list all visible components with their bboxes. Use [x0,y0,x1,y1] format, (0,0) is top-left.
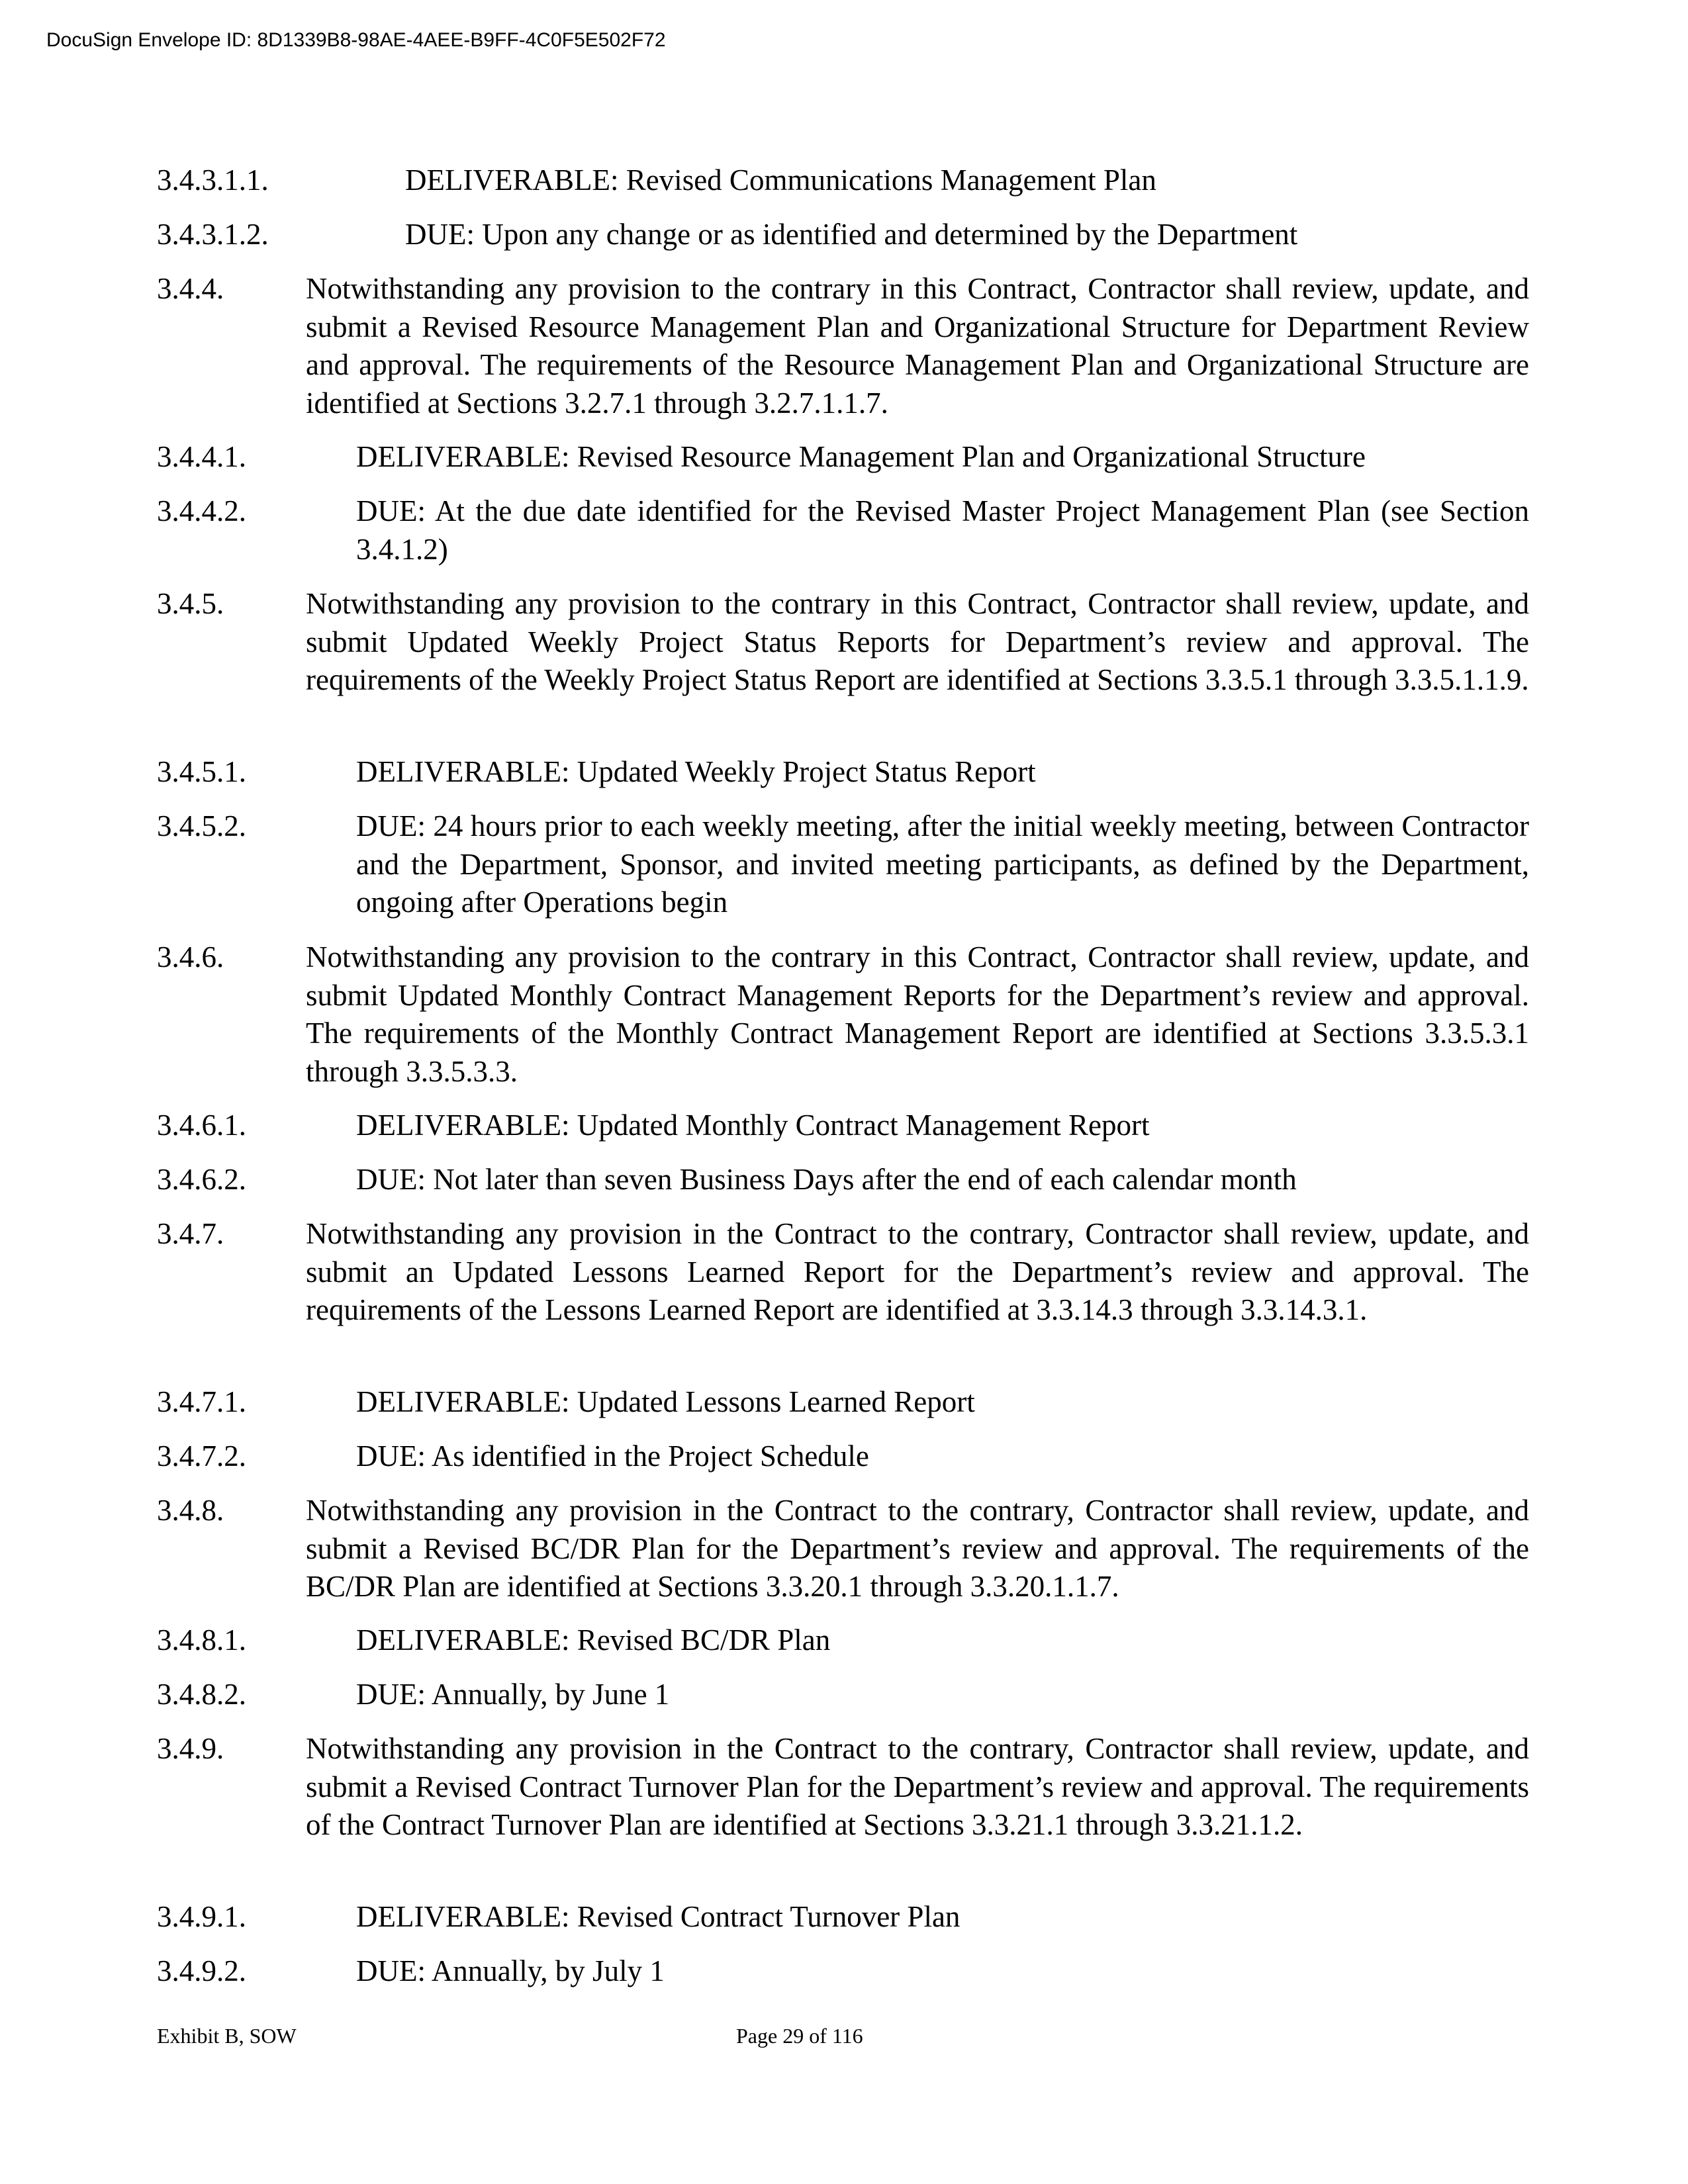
item-number: 3.4.7.2. [157,1439,246,1473]
footer-page-number: Page 29 of 116 [736,2024,863,2048]
item-number: 3.4.4.1. [157,440,246,473]
item-number: 3.4.9.1. [157,1900,246,1933]
footer-exhibit-label: Exhibit B, SOW [157,2024,297,2048]
item-text: Notwithstanding any provision to the contrary in this Contract, Contractor shall review, update, and submit a Revised Resource Management Plan and Organizational Structure for Department Review and approval. The requirements of the Resource Management Plan and Organizational Structure are identified at Sections 3.2.7.1 through 3.2.7.1.1.7. [306,272,1529,420]
item-text: DUE: Not later than seven Business Days after the end of each calendar month [356,1163,1297,1196]
item-text: DELIVERABLE: Revised Communications Management Plan [405,163,1156,197]
item-text: Notwithstanding any provision to the contrary in this Contract, Contractor shall review, update, and submit Updated Weekly Project Status Reports for Department’s review and approval. The requirements of the Weekly Project Status Report are identified at Sections 3.3.5.1 through 3.3.5.1.1.9. [306,587,1529,696]
item-number: 3.4.4. [157,272,224,305]
item-number: 3.4.9.2. [157,1954,246,1987]
item-text: DELIVERABLE: Revised Resource Management Plan and Organizational Structure [356,440,1366,473]
item-text: DELIVERABLE: Revised Contract Turnover Plan [356,1900,961,1933]
item-text: DELIVERABLE: Updated Lessons Learned Report [356,1385,975,1418]
item-text: DELIVERABLE: Updated Monthly Contract Management Report [356,1109,1150,1142]
docusign-envelope-id: DocuSign Envelope ID: 8D1339B8-98AE-4AEE-B9FF-4C0F5E502F72 [46,29,666,51]
item-number: 3.4.3.1.1. [157,163,269,197]
item-text: DELIVERABLE: Updated Weekly Project Status Report [356,755,1036,788]
item-text: DUE: Annually, by June 1 [356,1678,670,1711]
item-number: 3.4.6. [157,940,224,974]
item-number: 3.4.7. [157,1217,224,1250]
item-number: 3.4.6.1. [157,1109,246,1142]
item-text: Notwithstanding any provision to the contrary in this Contract, Contractor shall review, update, and submit Updated Monthly Contract Management Reports for the Department’s review and approval. The requirements of the Monthly Contract Management Report are identified at Sections 3.3.5.3.1 through 3.3.5.3.3. [306,940,1529,1088]
item-number: 3.4.8.2. [157,1678,246,1711]
item-text: DUE: Annually, by July 1 [356,1954,665,1987]
item-number: 3.4.5. [157,587,224,620]
item-number: 3.4.9. [157,1732,224,1765]
item-text: DUE: Upon any change or as identified and determined by the Department [405,218,1298,251]
item-number: 3.4.6.2. [157,1163,246,1196]
item-number: 3.4.7.1. [157,1385,246,1418]
item-text: DUE: As identified in the Project Schedule [356,1439,869,1473]
item-number: 3.4.3.1.2. [157,218,269,251]
item-text: Notwithstanding any provision in the Contract to the contrary, Contractor shall review, update, and submit an Updated Lessons Learned Report for the Department’s review and approval. The requirements of the Lessons Learned Report are identified at 3.3.14.3 through 3.3.14.3.1. [306,1217,1529,1326]
item-number: 3.4.8.1. [157,1623,246,1657]
item-number: 3.4.4.2. [157,494,246,527]
item-number: 3.4.5.2. [157,809,246,842]
item-number: 3.4.5.1. [157,755,246,788]
item-text: DUE: 24 hours prior to each weekly meeting, after the initial weekly meeting, between Contractor and the Department, Sponsor, and invited meeting participants, as defined by the Department, ongoing after Operations begin [356,809,1529,919]
item-text: Notwithstanding any provision in the Contract to the contrary, Contractor shall review, update, and submit a Revised BC/DR Plan for the Department’s review and approval. The requirements of the BC/DR Plan are identified at Sections 3.3.20.1 through 3.3.20.1.1.7. [306,1494,1529,1603]
item-text: Notwithstanding any provision in the Contract to the contrary, Contractor shall review, update, and submit a Revised Contract Turnover Plan for the Department’s review and approval. The requirements of the Contract Turnover Plan are identified at Sections 3.3.21.1 through 3.3.21.1.2. [306,1732,1529,1841]
item-text: DUE: At the due date identified for the Revised Master Project Management Plan (see Section 3.4.1.2) [356,494,1529,566]
item-text: DELIVERABLE: Revised BC/DR Plan [356,1623,831,1657]
item-number: 3.4.8. [157,1494,224,1527]
